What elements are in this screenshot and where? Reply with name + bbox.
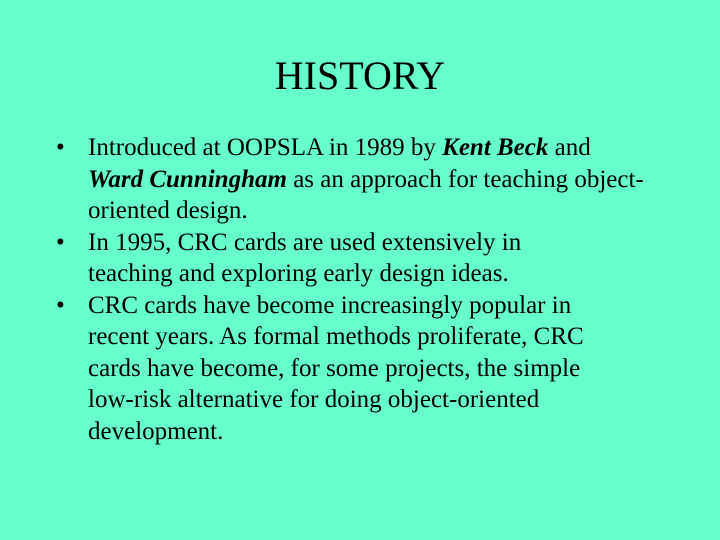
bullet-dot-icon: • xyxy=(56,228,65,256)
bullet-item-1 xyxy=(56,132,696,227)
bullet-item-2 xyxy=(56,227,696,290)
author-ward-cunningham: Ward Cunningham xyxy=(88,165,287,193)
bullet-1-text-a: Introduced at OOPSLA in 1989 by xyxy=(88,134,443,161)
bullet-3-line-3: cards have become, for some projects, the simple xyxy=(88,354,581,382)
bullet-2-line-2: teaching and exploring early design ideas. xyxy=(88,260,509,287)
bullet-item-3 xyxy=(56,290,696,448)
bullet-1-text-c: as an approach for teaching object-oriented design. xyxy=(88,165,644,224)
bullet-3-line-2: recent years. As formal methods proliferate, CRC xyxy=(88,323,584,350)
author-kent-beck: Kent Beck xyxy=(442,134,549,161)
bullet-dot-icon: • xyxy=(56,291,65,319)
bullet-3-line-1: CRC cards have become increasingly popular in xyxy=(88,291,572,319)
bullet-list xyxy=(56,132,696,447)
bullet-3-line-5: development. xyxy=(88,417,224,445)
slide-title-text: HISTORY xyxy=(274,53,446,98)
slide-title xyxy=(0,52,720,100)
bullet-3-line-4: low-risk alternative for doing object-oriented xyxy=(88,386,540,413)
bullet-1-text-b: and xyxy=(548,134,591,161)
bullet-dot-icon: • xyxy=(56,134,65,161)
bullet-2-line-1: In 1995, CRC cards are used extensively in xyxy=(88,228,522,256)
